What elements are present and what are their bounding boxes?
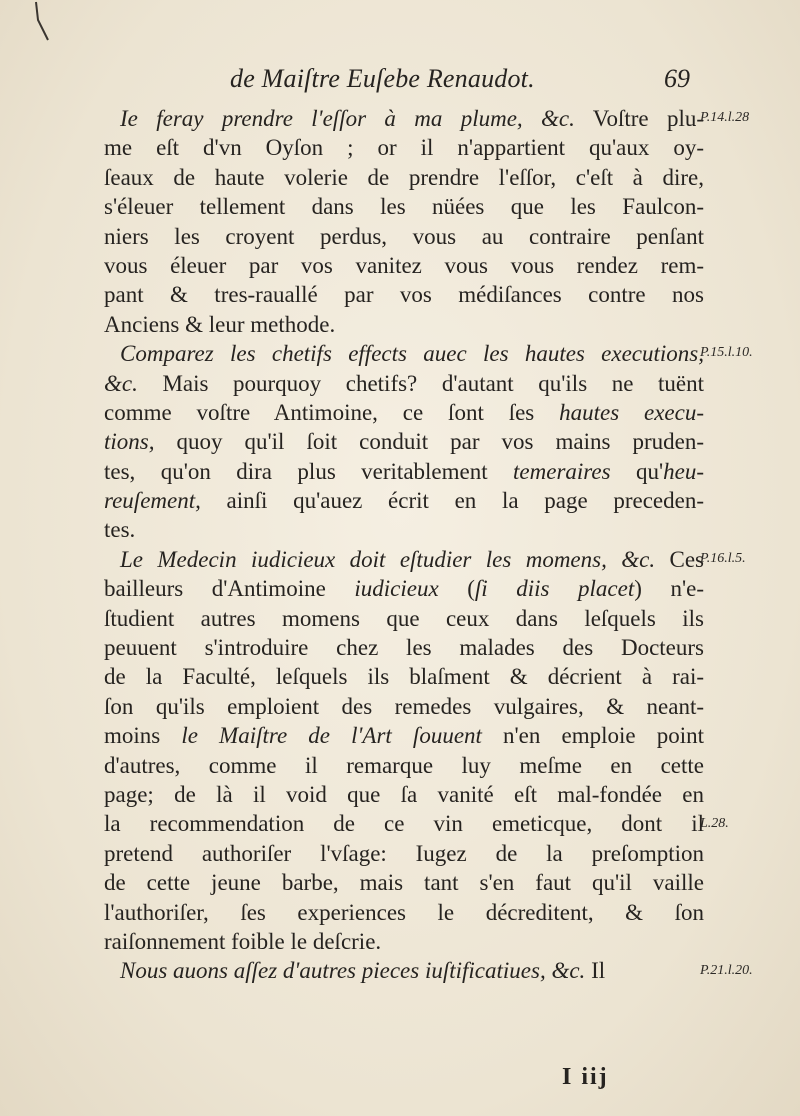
signature-mark: I iij xyxy=(562,1064,609,1090)
roman-span: vous éleuer par vos vanitez vous vous rendez rem- xyxy=(104,252,704,278)
italic-span: reuſement, xyxy=(104,488,201,514)
roman-span: ) n'e- xyxy=(634,576,704,602)
text-line xyxy=(104,192,704,221)
italic-span: heu- xyxy=(663,458,704,484)
text-line xyxy=(104,721,704,750)
roman-span: l'authoriſer, ſes experiences le décreditent, & ſon xyxy=(104,899,704,925)
roman-span: me eſt d'vn Oyſon ; or il n'appartient qu'aux oy- xyxy=(104,135,704,161)
margin-note: P.21.l.20. xyxy=(700,962,753,978)
running-head: de Maiſtre Euſebe Renaudot. xyxy=(230,64,535,93)
roman-span: Ces xyxy=(655,546,704,572)
italic-span: Ie feray prendre l'eſſor à ma plume, &c. xyxy=(120,106,575,131)
italic-span: tions, xyxy=(104,429,155,455)
page-header xyxy=(230,64,690,100)
ink-mark xyxy=(30,0,52,44)
body-text xyxy=(104,104,704,986)
roman-span: ſeaux de haute volerie de prendre l'eſſor, c'eſt à dire, xyxy=(104,164,704,190)
text-line xyxy=(104,427,704,456)
margin-note: P.16.l.5. xyxy=(700,551,746,566)
text-line xyxy=(104,692,704,721)
roman-span: bailleurs d'Antimoine xyxy=(104,576,355,602)
italic-span: temeraires xyxy=(513,458,611,484)
roman-span: de cette jeune barbe, mais tant s'en faut qu'il vaille xyxy=(104,870,704,896)
text-line xyxy=(104,839,704,868)
text-line xyxy=(104,222,704,251)
text-line xyxy=(104,751,704,780)
text-line xyxy=(104,280,704,309)
italic-span: &c. xyxy=(104,370,138,396)
text-line xyxy=(104,104,704,133)
roman-span: quoy qu'il ſoit conduit par vos mains pruden- xyxy=(154,429,704,455)
page-number: 69 xyxy=(664,64,690,93)
text-line xyxy=(104,898,704,927)
text-line xyxy=(104,662,704,691)
roman-span: Anciens & leur methode. xyxy=(104,311,336,337)
roman-span: tes. xyxy=(104,517,136,543)
text-line xyxy=(104,163,704,192)
text-line xyxy=(104,545,704,574)
roman-span: moins xyxy=(104,723,182,749)
text-line xyxy=(104,369,704,398)
margin-note: L.28. xyxy=(700,815,729,831)
roman-span: la recommendation de ce vin emeticque, dont il xyxy=(104,811,704,837)
roman-span: raiſonnement foible le deſcrie. xyxy=(104,928,382,954)
text-line xyxy=(104,633,704,662)
roman-span: peuuent s'introduire chez les malades des Docteurs xyxy=(104,635,704,661)
roman-span: qu' xyxy=(610,458,664,484)
text-line xyxy=(104,310,704,339)
text-line xyxy=(104,486,704,515)
roman-span: de la Faculté, leſquels ils blaſment & décrient à rai- xyxy=(104,664,704,690)
text-line xyxy=(104,956,704,985)
roman-span: n'en emploie point xyxy=(481,723,704,749)
italic-span: Comparez les chetifs effects auec les hautes executions, xyxy=(120,341,704,367)
roman-span: ſon qu'ils emploient des remedes vulgaires, & neant- xyxy=(104,693,704,719)
roman-span: Voſtre plu- xyxy=(574,106,704,131)
text-line xyxy=(104,133,704,162)
roman-span: niers les croyent perdus, vous au contraire penſant xyxy=(104,223,704,249)
roman-span: Mais pourquoy chetifs? d'autant qu'ils ne tuënt xyxy=(137,370,704,396)
margin-note: P.15.l.10. xyxy=(700,345,753,361)
italic-span: le Maiſtre de l'Art ſouuent xyxy=(181,723,482,749)
roman-span: ſtudient autres momens que ceux dans leſquels ils xyxy=(104,605,704,631)
roman-span: page; de là il void que ſa vanité eſt mal-fondée en xyxy=(104,781,704,807)
text-line xyxy=(104,574,704,603)
italic-span: hautes execu- xyxy=(559,399,705,425)
text-line xyxy=(104,515,704,544)
text-line xyxy=(104,339,704,368)
italic-span: Nous auons aſſez d'autres pieces iuſtificatiues, &c. xyxy=(120,958,586,984)
text-line xyxy=(104,398,704,427)
text-line xyxy=(104,604,704,633)
roman-span: s'éleuer tellement dans les nüées que les Faulcon- xyxy=(104,194,704,220)
text-line xyxy=(104,251,704,280)
text-line xyxy=(104,809,704,838)
roman-span: pretend authoriſer l'vſage: Iugez de la preſomption xyxy=(104,840,704,866)
roman-span: d'autres, comme il remarque luy meſme en cette xyxy=(104,752,704,778)
roman-span: ainſi qu'auez écrit en la page preceden- xyxy=(200,488,704,514)
margin-note: P.14.l.28 xyxy=(700,110,750,125)
roman-span: tes, qu'on dira plus veritablement xyxy=(104,458,514,484)
italic-span: Le Medecin iudicieux doit eſtudier les momens, &c. xyxy=(120,546,656,572)
roman-span: pant & tres-rauallé par vos médiſances contre nos xyxy=(104,282,704,308)
roman-span: Il xyxy=(585,958,606,984)
italic-span: iudicieux xyxy=(354,576,439,602)
roman-span: comme voſtre Antimoine, ce ſont ſes xyxy=(104,399,560,425)
text-line xyxy=(104,457,704,486)
text-line xyxy=(104,927,704,956)
text-line xyxy=(104,780,704,809)
text-line xyxy=(104,868,704,897)
italic-span: ſi diis placet xyxy=(474,576,635,602)
roman-span: ( xyxy=(438,576,475,602)
